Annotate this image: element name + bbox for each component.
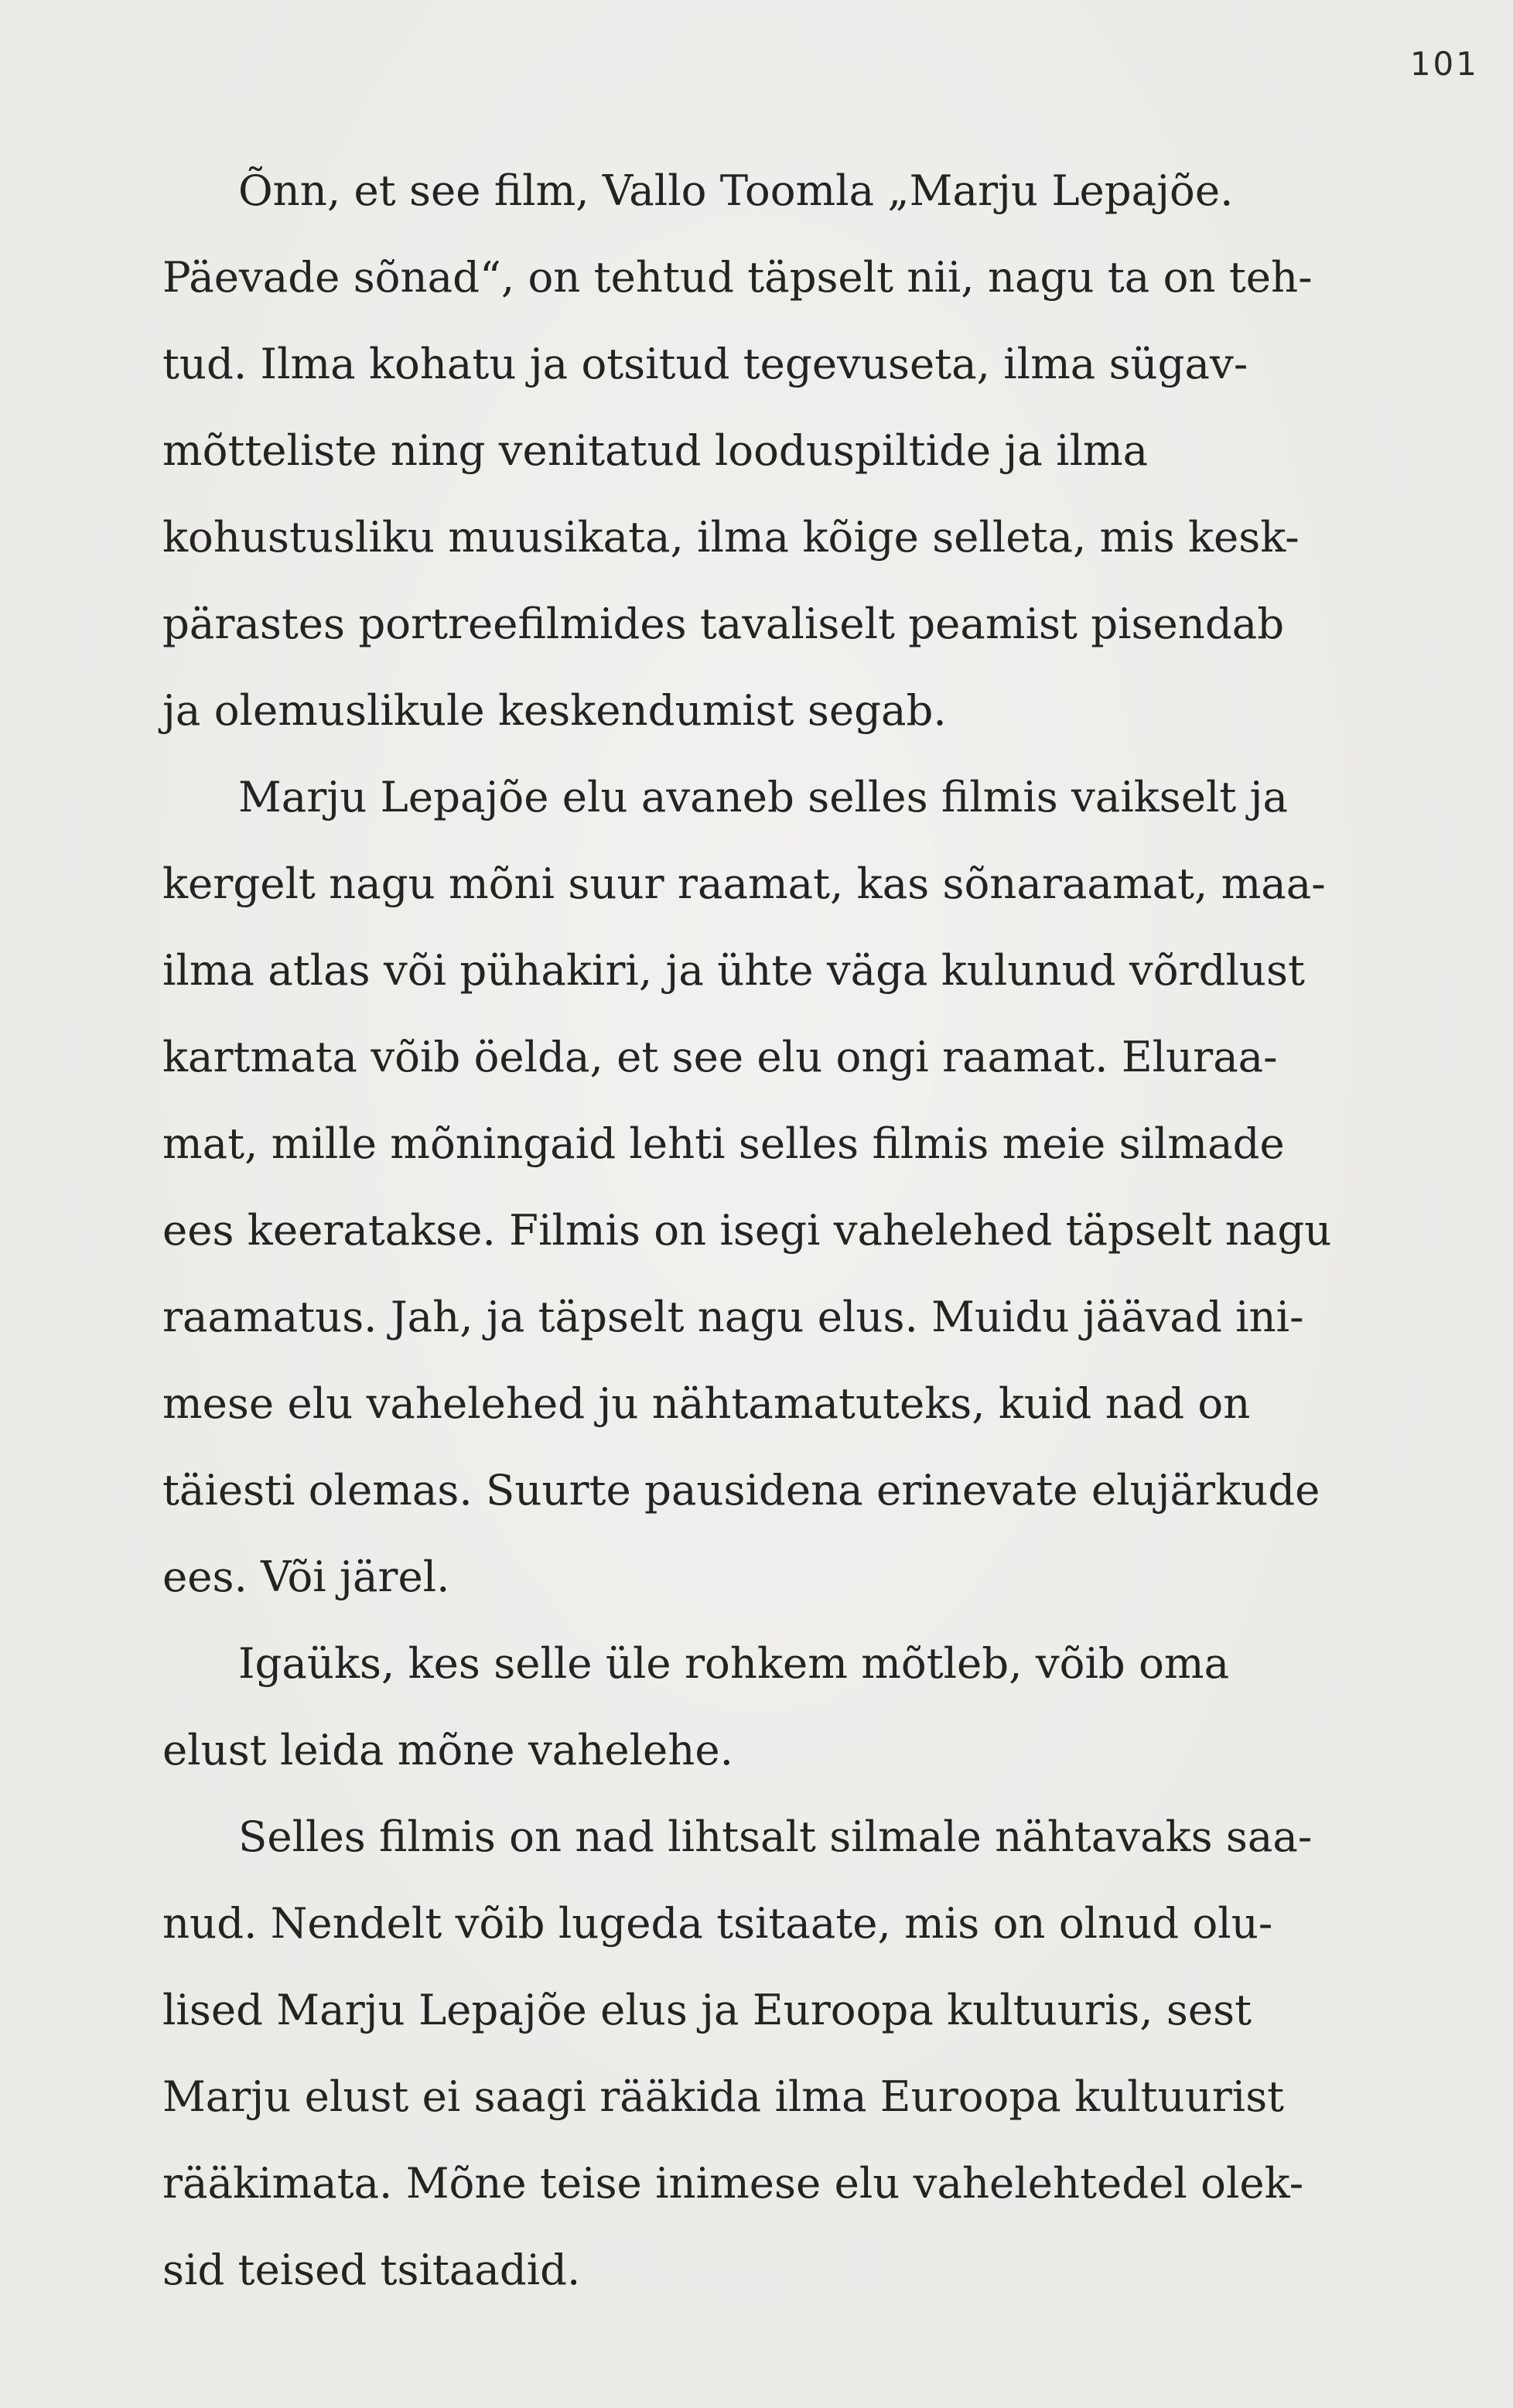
paragraph-2 (162, 753, 1342, 1620)
paragraph-3 (162, 1620, 1342, 1793)
text-line: ilma atlas või pühakiri, ja ühte väga kulunud võrdlust (162, 945, 1305, 995)
text-line: kergelt nagu mõni suur raamat, kas sõnaraamat, maa- (162, 859, 1326, 908)
text-line: mõtteliste ning venitatud looduspiltide ja ilma (162, 425, 1149, 475)
text-line: mat, mille mõningaid lehti selles filmis meie silmade (162, 1119, 1285, 1168)
text-line: sid teised tsitaadid. (162, 2245, 581, 2294)
text-line: kohustusliku muusikata, ilma kõige selleta, mis kesk- (162, 512, 1300, 562)
text-line: Marju Lepajõe elu avaneb selles filmis vaikselt ja (238, 772, 1289, 821)
text-line: ja olemuslikule keskendumist segab. (162, 685, 947, 735)
text-line: rääkimata. Mõne teise inimese elu vahelehtedel olek- (162, 2158, 1304, 2208)
text-line: lised Marju Lepajõe elus ja Euroopa kultuuris, sest (162, 1985, 1252, 2034)
text-line: Selles filmis on nad lihtsalt silmale nähtavaks saa- (238, 1812, 1313, 1861)
text-line: nud. Nendelt võib lugeda tsitaate, mis on olnud olu- (162, 1898, 1273, 1948)
text-line: pärastes portreefilmides tavaliselt peamist pisendab (162, 599, 1285, 648)
text-line: Marju elust ei saagi rääkida ilma Euroopa kultuurist (162, 2072, 1285, 2121)
paragraph-4 (162, 1793, 1342, 2313)
text-line: tud. Ilma kohatu ja otsitud tegevuseta, ilma sügav- (162, 339, 1248, 388)
text-line: elust leida mõne vahelehe. (162, 1725, 733, 1774)
page-number: 101 (1409, 45, 1479, 83)
text-line: kartmata võib öelda, et see elu ongi raamat. Eluraa- (162, 1032, 1278, 1081)
text-line: ees. Või järel. (162, 1552, 450, 1601)
text-line: mese elu vahelehed ju nähtamatuteks, kuid nad on (162, 1378, 1251, 1428)
text-line: täiesti olemas. Suurte pausidena erinevate elujärkude (162, 1465, 1320, 1515)
paragraph-1 (162, 147, 1342, 753)
text-line: ees keeratakse. Filmis on isegi vahelehed täpselt nagu (162, 1205, 1332, 1255)
text-line: Igaüks, kes selle üle rohkem mõtleb, võib oma (238, 1638, 1230, 1688)
text-line: raamatus. Jah, ja täpselt nagu elus. Muidu jäävad ini- (162, 1292, 1304, 1341)
text-line: Päevade sõnad“, on tehtud täpselt nii, nagu ta on teh- (162, 252, 1313, 302)
body-text (162, 147, 1342, 2313)
text-line: Õnn, et see film, Vallo Toomla „Marju Lepajõe. (238, 166, 1234, 215)
